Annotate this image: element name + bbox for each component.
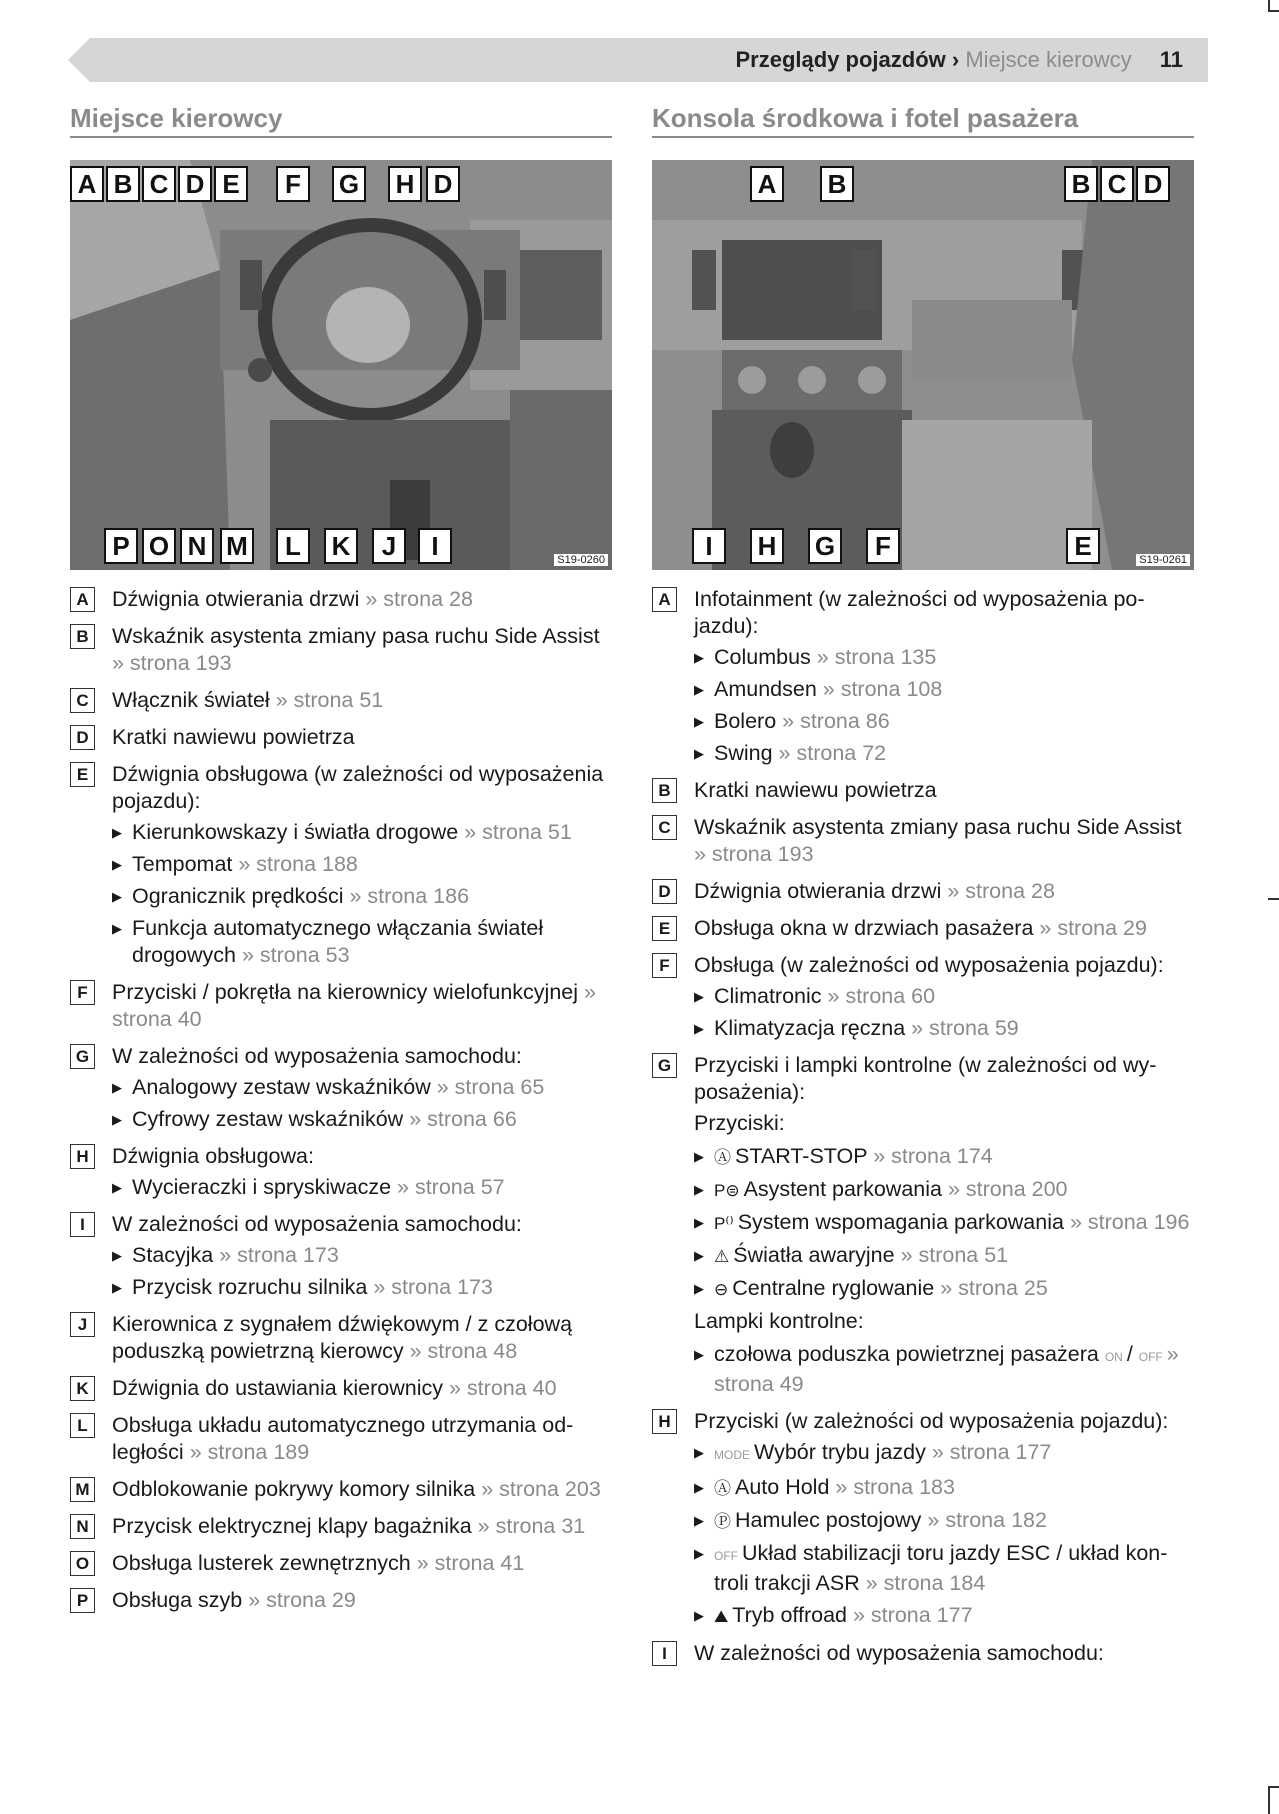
sub-item: ▶ Kierunkowskazy i światła drogowe » strona 51 [112, 819, 612, 846]
callout-top-2: B [106, 166, 140, 202]
legend-key: B [70, 624, 95, 649]
legend-key: P [70, 1588, 95, 1613]
legend-key: N [70, 1514, 95, 1539]
callout-bottom-5: E [1066, 528, 1100, 564]
sub-item: ▶ Bolero » strona 86 [694, 708, 1194, 735]
page-reference[interactable]: » strona 174 [873, 1144, 993, 1168]
page-reference[interactable]: » strona 51 [275, 688, 384, 712]
sub-item: ▶ Ogranicznik prędkości » strona 186 [112, 883, 612, 910]
page-reference[interactable]: » strona 53 [241, 943, 350, 967]
legend-key: C [70, 688, 95, 713]
sub-item: ▶ Climatronic » strona 60 [694, 983, 1194, 1010]
breadcrumb-separator: › [951, 47, 960, 72]
legend-item: B Wskaźnik asystenta zmiany pasa ruchu Side Assist » strona 193 [70, 623, 612, 677]
legend-item: I W zależności od wyposażenia samochodu: [652, 1640, 1194, 1667]
sub-list [694, 1341, 1194, 1398]
legend-key: H [70, 1144, 95, 1169]
drive-mode-icon: MODE [714, 1448, 750, 1462]
legend-key: E [652, 916, 677, 941]
page-reference[interactable]: » strona 177 [853, 1603, 973, 1627]
legend-item: O Obsługa lusterek zewnętrznych » strona 41 [70, 1550, 612, 1577]
callout-bottom-7: J [372, 528, 406, 564]
legend-item: H Przyciski (w zależności od wyposażenia pojazdu): ▶ MODE Wybór trybu jazdy » strona 177 ▶ Ⓐ Auto Hold » strona 183 ▶ Ⓟ Hamulec postojowy » strona 182 ▶ OFF Układ stabilizacji toru jazdy ESC / układ kontroli trakcji ASR » strona 184 ▶ ⛰ Tryb offroad » strona 177 [652, 1408, 1194, 1630]
sub-item: ▶ Przycisk rozruchu silnika » strona 173 [112, 1274, 612, 1301]
page-reference[interactable]: » strona 182 [927, 1508, 1047, 1532]
hazard-warning-icon: ⚠ [714, 1247, 730, 1266]
callout-top-5: D [1136, 166, 1170, 202]
callout-top-6: F [276, 166, 310, 202]
page-reference[interactable]: » strona 40 [449, 1376, 557, 1400]
legend-item: C Wskaźnik asystenta zmiany pasa ruchu Side Assist » strona 193 [652, 814, 1194, 868]
sub-list [112, 1074, 612, 1133]
sub-item: ▶ MODE Wybór trybu jazdy » strona 177 [694, 1439, 1194, 1469]
legend-key: D [652, 879, 677, 904]
parking-brake-icon: Ⓟ [714, 1512, 731, 1531]
sub-item: ▶ Analogowy zestaw wskaźników » strona 65 [112, 1074, 612, 1101]
page-reference[interactable]: » strona 60 [827, 984, 936, 1008]
page-reference[interactable]: » strona 189 [189, 1440, 310, 1464]
central-lock-icon: ⊖ [714, 1280, 729, 1299]
right-column [652, 100, 1194, 1677]
legend-key: F [70, 980, 95, 1005]
legend-key: A [652, 587, 677, 612]
figure-code: S19-0260 [554, 554, 608, 566]
figure-center-console [652, 160, 1194, 570]
sub-item: ▶ P⁽⁾ System wspomagania parkowania » strona 196 [694, 1209, 1194, 1237]
legend-key: E [70, 762, 95, 787]
auto-hold-icon: Ⓐ [714, 1479, 731, 1498]
callout-bottom-3: G [808, 528, 842, 564]
sub-item: ▶ OFF Układ stabilizacji toru jazdy ESC / układ kontroli trakcji ASR » strona 184 [694, 1540, 1194, 1597]
legend-item: E Obsługa okna w drzwiach pasażera » strona 29 [652, 915, 1194, 942]
callout-bottom-3: N [180, 528, 214, 564]
section-title-console: Konsola środkowa i fotel pasażera [652, 100, 1194, 138]
legend-list-driver [70, 586, 612, 1614]
sub-item: ▶ Ⓐ START-STOP » strona 174 [694, 1143, 1194, 1171]
callout-top-8: H [388, 166, 422, 202]
legend-item: E Dźwignia obsługowa (w zależności od wyposażenia pojazdu): ▶ Kierunkowskazy i światła drogowe » strona 51 ▶ Tempomat » strona 188 ▶ Ogranicznik prędkości » strona 186 ▶ Funkcja automatycznego włączania świateł drogowych » strona 53 [70, 761, 612, 969]
legend-item: M Odblokowanie pokrywy komory silnika » strona 203 [70, 1476, 612, 1503]
legend-item: F Obsługa (w zależności od wyposażenia pojazdu): ▶ Climatronic » strona 60 ▶ Klimatyzacja ręczna » strona 59 [652, 952, 1194, 1042]
airbag-on-icon: ON [1104, 1350, 1123, 1364]
legend-key: O [70, 1551, 95, 1576]
cockpit-illustration [70, 160, 612, 570]
breadcrumb-current: Miejsce kierowcy [965, 47, 1132, 72]
sub-item: ▶ ⛰ Tryb offroad » strona 177 [694, 1602, 1194, 1630]
page-reference[interactable]: » strona 40 [112, 980, 596, 1031]
callout-top-7: G [332, 166, 366, 202]
legend-item: J Kierownica z sygnałem dźwiękowym / z czołową poduszką powietrzną kierowcy » strona 48 [70, 1311, 612, 1365]
page-number: 11 [1159, 47, 1183, 72]
legend-item: G Przyciski i lampki kontrolne (w zależności od wyposażenia): Przyciski: ▶ Ⓐ START-STOP » strona 174 ▶ P⊜ Asystent parkowania » strona 200 ▶ P⁽⁾ System wspomagania parkowania » strona 196 ▶ ⚠ Światła awaryjne » strona 51 ▶ ⊖ Centralne ryglowanie » strona 25 Lampki kontrolne: ▶ czołowa poduszka powietrznej pasażera ON / OFF » strona 49 [652, 1052, 1194, 1398]
page-reference[interactable]: » strona 29 [1039, 916, 1147, 940]
page-reference[interactable]: » strona 186 [349, 884, 470, 908]
callout-top-4: C [1100, 166, 1134, 202]
legend-key: C [652, 815, 677, 840]
legend-item: L Obsługa układu automatycznego utrzymania odległości » strona 189 [70, 1412, 612, 1466]
callout-bottom-1: P [104, 528, 138, 564]
page-reference[interactable]: » strona 183 [835, 1475, 955, 1499]
page-reference[interactable]: » strona 48 [409, 1339, 518, 1363]
sub-list [694, 983, 1194, 1042]
callout-top-5: E [214, 166, 248, 202]
sub-item: ▶ czołowa poduszka powietrznej pasażera ON / OFF » strona 49 [694, 1341, 1194, 1398]
callout-top-1: A [70, 166, 104, 202]
sub-item: ▶ Wycieraczki i spryskiwacze » strona 57 [112, 1174, 612, 1201]
legend-key: D [70, 725, 95, 750]
callout-bottom-6: K [324, 528, 358, 564]
sub-item: ▶ Stacyjka » strona 173 [112, 1242, 612, 1269]
callout-bottom-4: F [866, 528, 900, 564]
page-reference[interactable]: » strona 188 [238, 852, 358, 876]
sub-item: ▶ Tempomat » strona 188 [112, 851, 612, 878]
page-reference[interactable]: » strona 49 [714, 1342, 1179, 1396]
page-reference[interactable]: » strona 29 [248, 1588, 356, 1612]
sub-item: ▶ Ⓟ Hamulec postojowy » strona 182 [694, 1507, 1194, 1535]
crop-mark-top-right-h [1268, 10, 1279, 12]
legend-item: D Kratki nawiewu powietrza [70, 724, 612, 751]
callout-top-2: B [820, 166, 854, 202]
sub-item: ▶ Funkcja automatycznego włączania świateł drogowych » strona 53 [112, 915, 612, 969]
page-reference[interactable]: » strona 196 [1069, 1210, 1190, 1234]
legend-key: J [70, 1312, 95, 1337]
offroad-icon: ⛰ [714, 1607, 729, 1626]
crop-mark-bottom-right [1268, 1786, 1270, 1814]
page-reference[interactable]: » strona 173 [219, 1243, 339, 1267]
legend-item: F Przyciski / pokrętła na kierownicy wielofunkcyjnej » strona 40 [70, 979, 612, 1033]
legend-key: K [70, 1376, 95, 1401]
sub-list [112, 819, 612, 969]
console-illustration [652, 160, 1194, 570]
esc-off-icon: OFF [714, 1549, 738, 1563]
sub-item: ▶ P⊜ Asystent parkowania » strona 200 [694, 1176, 1194, 1204]
legend-key: M [70, 1477, 95, 1502]
callout-top-4: D [178, 166, 212, 202]
legend-item: A Dźwignia otwierania drzwi » strona 28 [70, 586, 612, 613]
page-reference[interactable]: » strona 59 [911, 1016, 1019, 1040]
legend-item: I W zależności od wyposażenia samochodu: ▶ Stacyjka » strona 173 ▶ Przycisk rozruchu silnika » strona 173 [70, 1211, 612, 1301]
legend-key: L [70, 1413, 95, 1438]
legend-key: G [70, 1044, 95, 1069]
crop-mark-mid-right [1268, 898, 1279, 900]
park-assist-icon: P⊜ [714, 1181, 740, 1200]
sub-item: ▶ Swing » strona 72 [694, 740, 1194, 767]
sub-list [112, 1174, 612, 1201]
page-reference[interactable]: » strona 65 [436, 1075, 545, 1099]
breadcrumb-section: Przeglądy pojazdów [735, 47, 946, 72]
sub-item: ▶ Amundsen » strona 108 [694, 676, 1194, 703]
sub-list [112, 1242, 612, 1301]
callout-bottom-2: O [142, 528, 176, 564]
callout-bottom-4: M [220, 528, 254, 564]
legend-key: F [652, 953, 677, 978]
start-stop-icon: Ⓐ [714, 1148, 731, 1167]
sub-list [694, 644, 1194, 767]
page-reference[interactable]: » strona 51 [464, 820, 572, 844]
figure-driver-cockpit [70, 160, 612, 570]
page-reference[interactable]: » strona 31 [477, 1514, 586, 1538]
page-reference[interactable]: » strona 193 [112, 651, 232, 675]
legend-item: B Kratki nawiewu powietrza [652, 777, 1194, 804]
legend-key: A [70, 587, 95, 612]
legend-item: N Przycisk elektrycznej klapy bagażnika » strona 31 [70, 1513, 612, 1540]
sub-item: ▶ Columbus » strona 135 [694, 644, 1194, 671]
airbag-off-icon: OFF [1138, 1350, 1163, 1364]
legend-key: H [652, 1409, 677, 1434]
sub-item: ▶ ⚠ Światła awaryjne » strona 51 [694, 1242, 1194, 1270]
page-reference[interactable]: » strona 41 [416, 1551, 525, 1575]
page-reference[interactable]: » strona 28 [365, 587, 473, 611]
page-reference[interactable]: » strona 177 [931, 1440, 1052, 1464]
legend-item: A Infotainment (w zależności od wyposażenia pojazdu): ▶ Columbus » strona 135 ▶ Amundsen » strona 108 ▶ Bolero » strona 86 ▶ Swing » strona 72 [652, 586, 1194, 767]
callout-bottom-2: H [750, 528, 784, 564]
legend-item: P Obsługa szyb » strona 29 [70, 1587, 612, 1614]
page-reference[interactable]: » strona 173 [373, 1275, 493, 1299]
legend-key: I [70, 1212, 95, 1237]
page-reference[interactable]: » strona 57 [397, 1175, 505, 1199]
legend-item: C Włącznik świateł » strona 51 [70, 687, 612, 714]
page-reference[interactable]: » strona 108 [822, 677, 943, 701]
sub-item: ▶ Ⓐ Auto Hold » strona 183 [694, 1474, 1194, 1502]
page-reference[interactable]: » strona 51 [900, 1243, 1009, 1267]
group-label: Przyciski: [694, 1111, 785, 1135]
callout-top-9: D [426, 166, 460, 202]
crop-mark-bottom-right-h [1268, 1786, 1279, 1788]
page-reference[interactable]: » strona 28 [947, 879, 1055, 903]
page-reference[interactable]: » strona 184 [865, 1571, 986, 1595]
sub-list [694, 1439, 1194, 1630]
legend-key: I [652, 1641, 677, 1666]
page-reference[interactable]: » strona 72 [778, 741, 887, 765]
callout-top-3: B [1064, 166, 1098, 202]
legend-item: H Dźwignia obsługowa: ▶ Wycieraczki i spryskiwacze » strona 57 [70, 1143, 612, 1201]
sub-item: ▶ Klimatyzacja ręczna » strona 59 [694, 1015, 1194, 1042]
figure-code: S19-0261 [1136, 554, 1190, 566]
section-title-driver: Miejsce kierowcy [70, 100, 612, 138]
callout-top-1: A [750, 166, 784, 202]
legend-item: G W zależności od wyposażenia samochodu: ▶ Analogowy zestaw wskaźników » strona 65 ▶ Cyfrowy zestaw wskaźników » strona 66 [70, 1043, 612, 1133]
callout-bottom-8: I [418, 528, 452, 564]
legend-item: D Dźwignia otwierania drzwi » strona 28 [652, 878, 1194, 905]
page-reference[interactable]: » strona 200 [947, 1177, 1068, 1201]
page-reference[interactable]: » strona 135 [816, 645, 937, 669]
page-reference[interactable]: » strona 86 [782, 709, 890, 733]
sub-item: ▶ Cyfrowy zestaw wskaźników » strona 66 [112, 1106, 612, 1133]
parking-aid-icon: P⁽⁾ [714, 1214, 734, 1233]
sub-item: ▶ ⊖ Centralne ryglowanie » strona 25 [694, 1275, 1194, 1303]
legend-key: B [652, 778, 677, 803]
page-reference[interactable]: » strona 66 [409, 1107, 517, 1131]
sub-list [694, 1143, 1194, 1303]
legend-item: K Dźwignia do ustawiania kierownicy » strona 40 [70, 1375, 612, 1402]
page-reference[interactable]: » strona 25 [940, 1276, 1048, 1300]
legend-list-console [652, 586, 1194, 1667]
callout-top-3: C [142, 166, 176, 202]
page-reference[interactable]: » strona 193 [694, 842, 814, 866]
callout-bottom-5: L [276, 528, 310, 564]
group-label: Lampki kontrolne: [694, 1309, 864, 1333]
callout-bottom-1: I [692, 528, 726, 564]
page-reference[interactable]: » strona 203 [481, 1477, 601, 1501]
running-header [736, 46, 1184, 74]
left-column [70, 100, 612, 1624]
legend-key: G [652, 1053, 677, 1078]
